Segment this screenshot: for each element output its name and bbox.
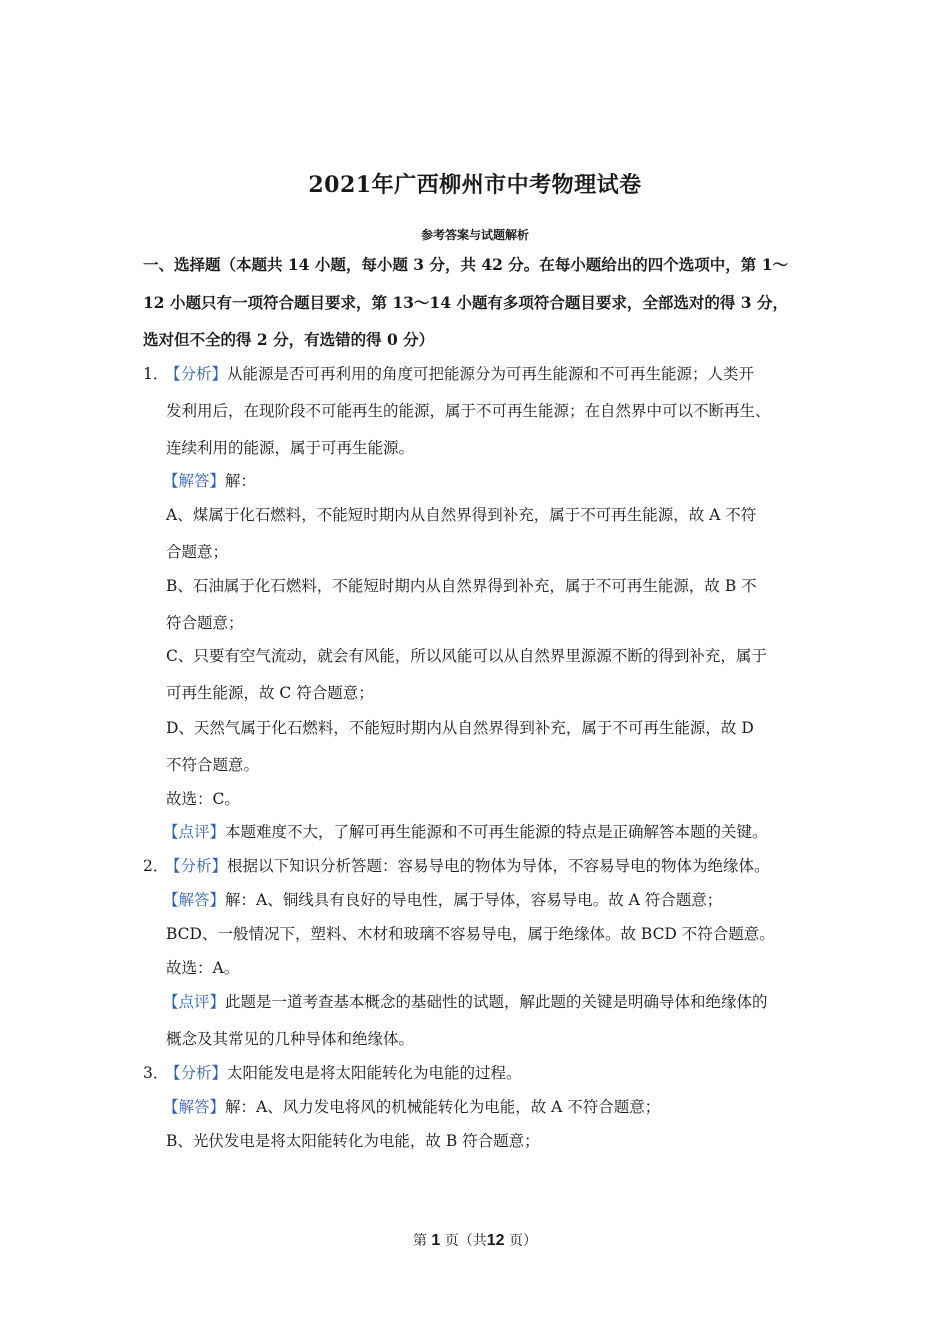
q3-analysis-line: [143, 1063, 522, 1083]
q1-option-d-line-2: 不符合题意。: [166, 756, 260, 774]
q1-analysis-line-2: 发利用后，在现阶段不可能再生的能源，属于不可再生能源；在自然界中可以不断再生、: [166, 402, 771, 420]
comment-tag: 【点评】: [163, 993, 226, 1011]
q1-option-c-line-1: C、只要有空气流动，就会有风能，所以风能可以从自然界里源源不断的得到补充，属于: [166, 647, 767, 665]
q2-option-bcd: BCD、一般情况下，塑料、木材和玻璃不容易导电，属于绝缘体。故 BCD 不符合题意。: [166, 925, 775, 943]
section-heading-line-3: 选对但不全的得 2 分，有选错的得 0 分）: [143, 330, 435, 349]
analysis-tag: 【分析】: [165, 1064, 228, 1082]
answer-tag: 【解答】: [163, 1098, 226, 1116]
footer-middle: 页（共: [444, 1233, 487, 1249]
analysis-tag: 【分析】: [165, 857, 228, 875]
q1-option-c-line-2: 可再生能源，故 C 符合题意；: [166, 684, 374, 702]
q3-answer-text: 解：A、风力发电将风的机械能转化为电能，故 A 不符合题意；: [225, 1098, 661, 1116]
q3-number: 3．: [143, 1064, 169, 1082]
q3-analysis-text: 太阳能发电是将太阳能转化为电能的过程。: [227, 1064, 522, 1082]
q1-option-b-line-1: B、石油属于化石燃料，不能短时期内从自然界得到补充，属于不可再生能源，故 B 不: [166, 577, 757, 595]
analysis-tag: 【分析】: [165, 365, 228, 383]
q2-analysis-text: 根据以下知识分析答题：容易导电的物体为导体，不容易导电的物体为绝缘体。: [227, 857, 770, 875]
footer-suffix: 页）: [509, 1233, 538, 1249]
q1-analysis-line-3: 连续利用的能源，属于可再生能源。: [166, 439, 415, 457]
section-heading-line-1: 一、选择题（本题共 14 小题，每小题 3 分，共 42 分。在每小题给出的四个选项中，第 1～: [143, 255, 788, 274]
q3-option-b: B、光伏发电是将太阳能转化为电能，故 B 符合题意；: [166, 1132, 540, 1150]
page-title: 2021年广西柳州市中考物理试卷: [308, 172, 642, 198]
q2-comment-line-1: [163, 992, 768, 1012]
total-pages: 12: [486, 1232, 505, 1249]
comment-tag: 【点评】: [163, 823, 226, 841]
page-subtitle: 参考答案与试题解析: [420, 228, 529, 242]
q2-answer-line: [163, 890, 722, 910]
q2-comment-text: 此题是一道考查基本概念的基础性的试题，解此题的关键是明确导体和绝缘体的: [225, 993, 768, 1011]
q1-option-a-line-2: 合题意；: [166, 543, 229, 561]
q1-analysis-text: 从能源是否可再利用的角度可把能源分为可再生能源和不可再生能源；人类开: [227, 365, 755, 383]
q1-answer-text: 解：: [225, 472, 257, 490]
q1-option-b-line-2: 符合题意；: [166, 614, 244, 632]
section-heading-line-2: 12 小题只有一项符合题目要求，第 13～14 小题有多项符合题目要求，全部选对的得 3 分，: [143, 293, 788, 312]
q1-number: 1．: [143, 365, 169, 383]
q2-number: 2．: [143, 857, 169, 875]
q2-analysis-line: [143, 856, 770, 876]
q1-comment-text: 本题难度不大，了解可再生能源和不可再生能源的特点是正确解答本题的关键。: [225, 823, 768, 841]
footer-prefix: 第: [412, 1233, 427, 1249]
q1-option-d-line-1: D、天然气属于化石燃料，不能短时期内从自然界得到补充，属于不可再生能源，故 D: [166, 719, 754, 737]
q1-comment-line: [163, 822, 768, 842]
q1-choice: 故选：C。: [166, 790, 240, 808]
q2-comment-line-2: 概念及其常见的几种导体和绝缘体。: [166, 1030, 415, 1048]
q2-answer-text: 解：A、铜线具有良好的导电性，属于导体，容易导电。故 A 符合题意；: [225, 891, 723, 909]
q3-answer-line: [163, 1097, 660, 1117]
page-number: 1: [431, 1232, 441, 1249]
q1-analysis-line-1: [143, 364, 754, 384]
q2-choice: 故选：A。: [166, 959, 240, 977]
answer-tag: 【解答】: [163, 891, 226, 909]
q1-answer-line: [163, 471, 256, 491]
page-footer: [0, 1230, 950, 1250]
q1-option-a-line-1: A、煤属于化石燃料，不能短时期内从自然界得到补充，属于不可再生能源，故 A 不符: [166, 506, 757, 524]
answer-tag: 【解答】: [163, 472, 226, 490]
